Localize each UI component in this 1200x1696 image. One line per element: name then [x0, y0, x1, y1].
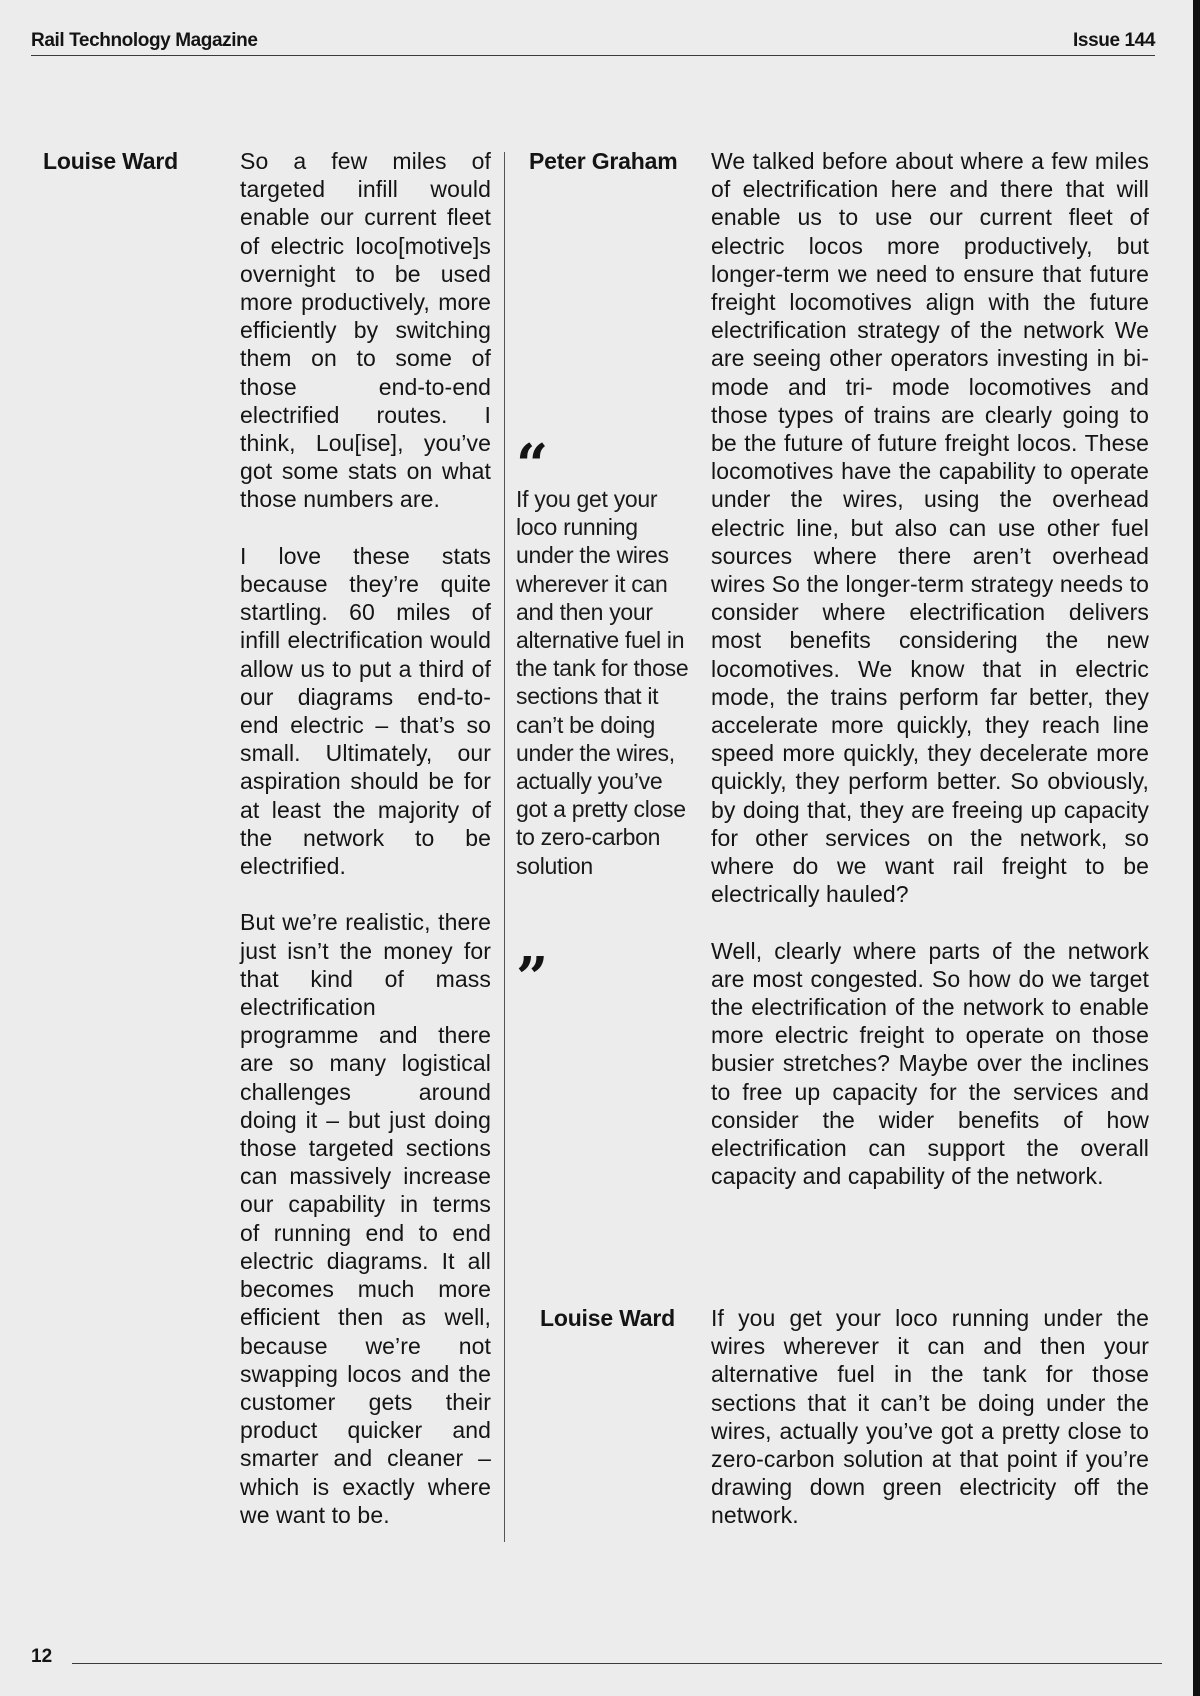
- open-quote-mark: “: [516, 432, 549, 498]
- footer-rule: [72, 1663, 1162, 1664]
- paragraph: I love these stats because they’re quite startling. 60 miles of infill electrification would allow us to put a third of our diagrams end-to-end electric – that’s so small. Ultimately, our aspiration should be for at least the majority of the network to be electrified.: [240, 542, 491, 880]
- paragraph: So a few miles of targeted infill would enable our current fleet of electric loco[motive]s overnight to be used more productively, more efficiently by switching them on to some of those end-to-end electrified routes. I think, Lou[ise], you’ve got some stats on what those numbers are.: [240, 148, 491, 513]
- left-column-text: [240, 147, 491, 1529]
- publication-title: Rail Technology Magazine: [31, 30, 258, 51]
- running-header: [31, 28, 1155, 56]
- speaker-name-peter-graham: Peter Graham: [529, 148, 678, 174]
- right-column-text-peter-graham: [711, 147, 1149, 1191]
- paragraph: If you get your loco running under the wires wherever it can and then your alternative fuel in the tank for those sections that it can’t be doing under the wires, actually you’ve got a pretty close to zero-carbon solution at that point if you’re drawing down green electricity off the network.: [711, 1305, 1149, 1529]
- page-edge-shadow: [1193, 0, 1200, 1696]
- paragraph: Well, clearly where parts of the network are most congested. So how do we target the electrification of the network to enable more electric freight to operate on those busier stretches? Maybe over the inclines to free up capacity for the services and consider the wider benefits of how electrification can support the overall capacity and capability of the network.: [711, 937, 1149, 1190]
- issue-number: Issue 144: [1073, 30, 1155, 51]
- paragraph: But we’re realistic, there just isn’t the money for that kind of mass electrification programme and there are so many logistical challenges around doing it – but just doing those targeted sections can massively increase our capability in terms of running end to end electric diagrams. It all becomes much more efficient then as well, because we’re not swapping locos and the customer gets their product quicker and smarter and cleaner – which is exactly where we want to be.: [240, 909, 491, 1528]
- paragraph: We talked before about where a few miles of electrification here and there that will enable us to use our current fleet of electric locos more productively, but longer-term we need to ensure that future freight locomotives align with the future electrification strategy of the network We are seeing other operators investing in bi- mode and tri- mode locomotives and those types of trains are clearly going to be the future of future freight locos. These locomotives have the capability to operate under the wires, using the overhead electric line, but also can use other fuel sources where there aren’t overhead wires So the longer-term strategy needs to consider where electrification delivers most benefits considering the new locomotives. We know that in electric mode, the trains perform far better, they accelerate more quickly, they reach line speed more quickly, they decelerate more quickly, they perform better. So obviously, by doing that, they are freeing up capacity for other services on the network, so where do we want rail freight to be electrically hauled?: [711, 148, 1149, 908]
- column-divider: [504, 152, 505, 1542]
- pull-quote: If you get your loco running under the wires wherever it can and then your alternative fuel in the tank for those sections that it can’t be doing under the wires, actually you’ve got a pretty close to zero-carbon solution: [516, 486, 689, 879]
- speaker-name-louise-ward-2: Louise Ward: [540, 1305, 675, 1331]
- close-quote-mark: ”: [516, 945, 549, 1011]
- right-column-text-louise-ward: [711, 1304, 1149, 1530]
- speaker-name-louise-ward: Louise Ward: [43, 148, 178, 174]
- page-number: 12: [31, 1646, 53, 1667]
